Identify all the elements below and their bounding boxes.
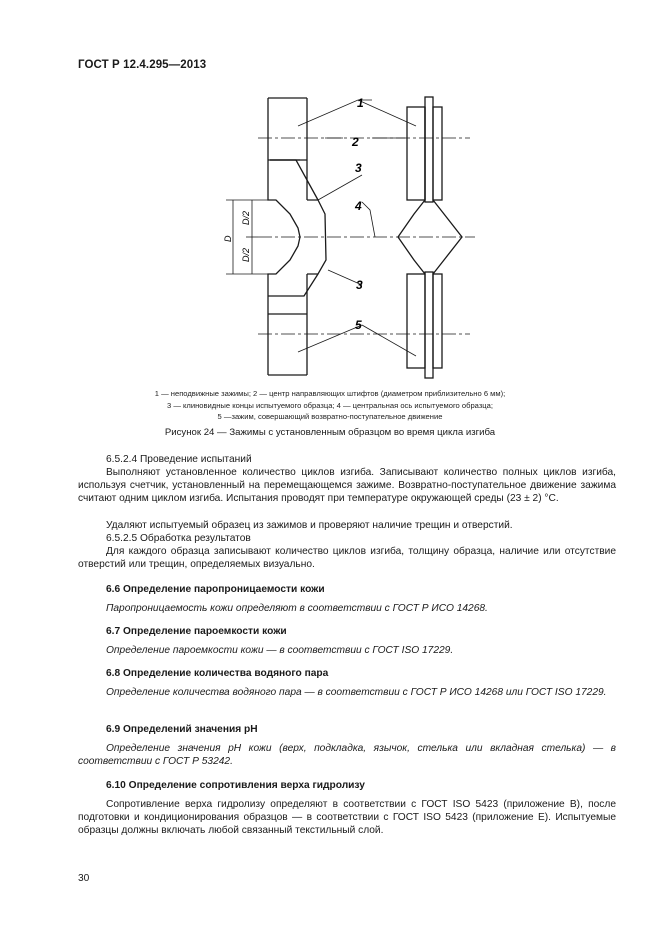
- label-3-bottom: 3: [356, 278, 363, 292]
- clamp-figure: [0, 0, 661, 420]
- section-6525-paragraph: Для каждого образца записывают количество циклов изгиба, толщину образца, наличие или отсутствие отверстий или трещин, определяемых визуально.: [78, 546, 616, 571]
- right-top-clamp: [407, 107, 425, 200]
- dim-d: D: [223, 235, 233, 242]
- section-610-heading: 6.10 Определение сопротивления верха гидролизу: [106, 780, 365, 791]
- label-2: 2: [352, 135, 359, 149]
- figure-legend-line-3: 5 —зажим, совершающий возвратно-поступательное движение: [217, 412, 443, 421]
- left-top-clamp: [268, 98, 300, 237]
- page-number: 30: [78, 873, 90, 884]
- figure-caption: Рисунок 24 — Зажимы с установленным образцом во время цикла изгиба: [164, 427, 496, 438]
- label-3-top: 3: [355, 161, 362, 175]
- right-bottom-clamp: [407, 274, 425, 368]
- section-68-heading: 6.8 Определение количества водяного пара: [106, 668, 329, 679]
- label-4: 4: [355, 199, 362, 213]
- section-69-heading: 6.9 Определений значения pH: [106, 724, 258, 735]
- section-6524-paragraph-1: Выполняют установленное количество циклов изгиба. Записывают количество полных циклов изгиба, используя счетчик, установленный на перемещающемся зажиме. Возвратно-поступательное движение зажима считают одним циклом изгиба. Испытания проводят при температуре окружающей среды (23 ± 2) °C.: [78, 467, 616, 505]
- section-68-text: Определение количества водяного пара — в соответствии с ГОСТ Р ИСО 14268 или ГОСТ ISO 17229.: [106, 687, 607, 698]
- section-6524-title: 6.5.2.4 Проведение испытаний: [106, 454, 252, 465]
- section-66-text: Паропроницаемость кожи определяют в соответствии с ГОСТ Р ИСО 14268.: [106, 603, 488, 614]
- section-69-text: Определение значения pH кожи (верх, подкладка, язычок, стелька или вкладная стелька) — в соответствии с ГОСТ Р 53242.: [78, 743, 616, 768]
- document-header: ГОСТ Р 12.4.295—2013: [78, 59, 207, 71]
- section-6525-title: 6.5.2.5 Обработка результатов: [106, 533, 251, 544]
- figure-legend-line-1: 1 — неподвижные зажимы; 2 — центр направляющих штифтов (диаметром приблизительно 6 мм);: [154, 389, 506, 398]
- section-67-heading: 6.7 Определение пароемкости кожи: [106, 626, 287, 637]
- dim-d2-bottom: D/2: [241, 247, 251, 262]
- label-5: 5: [355, 318, 362, 332]
- section-67-text: Определение пароемкости кожи — в соответствии с ГОСТ ISO 17229.: [106, 645, 454, 656]
- section-610-text: Сопротивление верха гидролизу определяют в соответствии с ГОСТ ISO 5423 (приложение В), после подготовки и кондиционирования образцов — в соответствии с ГОСТ ISO 5423 (приложение Е). Испытуемые образцы должны включать любой связанный текстильный слой.: [78, 799, 616, 837]
- section-66-heading: 6.6 Определение паропроницаемости кожи: [106, 584, 325, 595]
- figure-legend-line-2: 3 — клиновидные концы испытуемого образца; 4 — центральная ось испытуемого образца;: [166, 401, 493, 410]
- left-bottom-clamp: [268, 237, 300, 375]
- dim-d2-top: D/2: [241, 210, 251, 225]
- label-1: 1: [357, 96, 364, 110]
- section-6524-paragraph-2: Удаляют испытуемый образец из зажимов и проверяют наличие трещин и отверстий.: [106, 520, 513, 531]
